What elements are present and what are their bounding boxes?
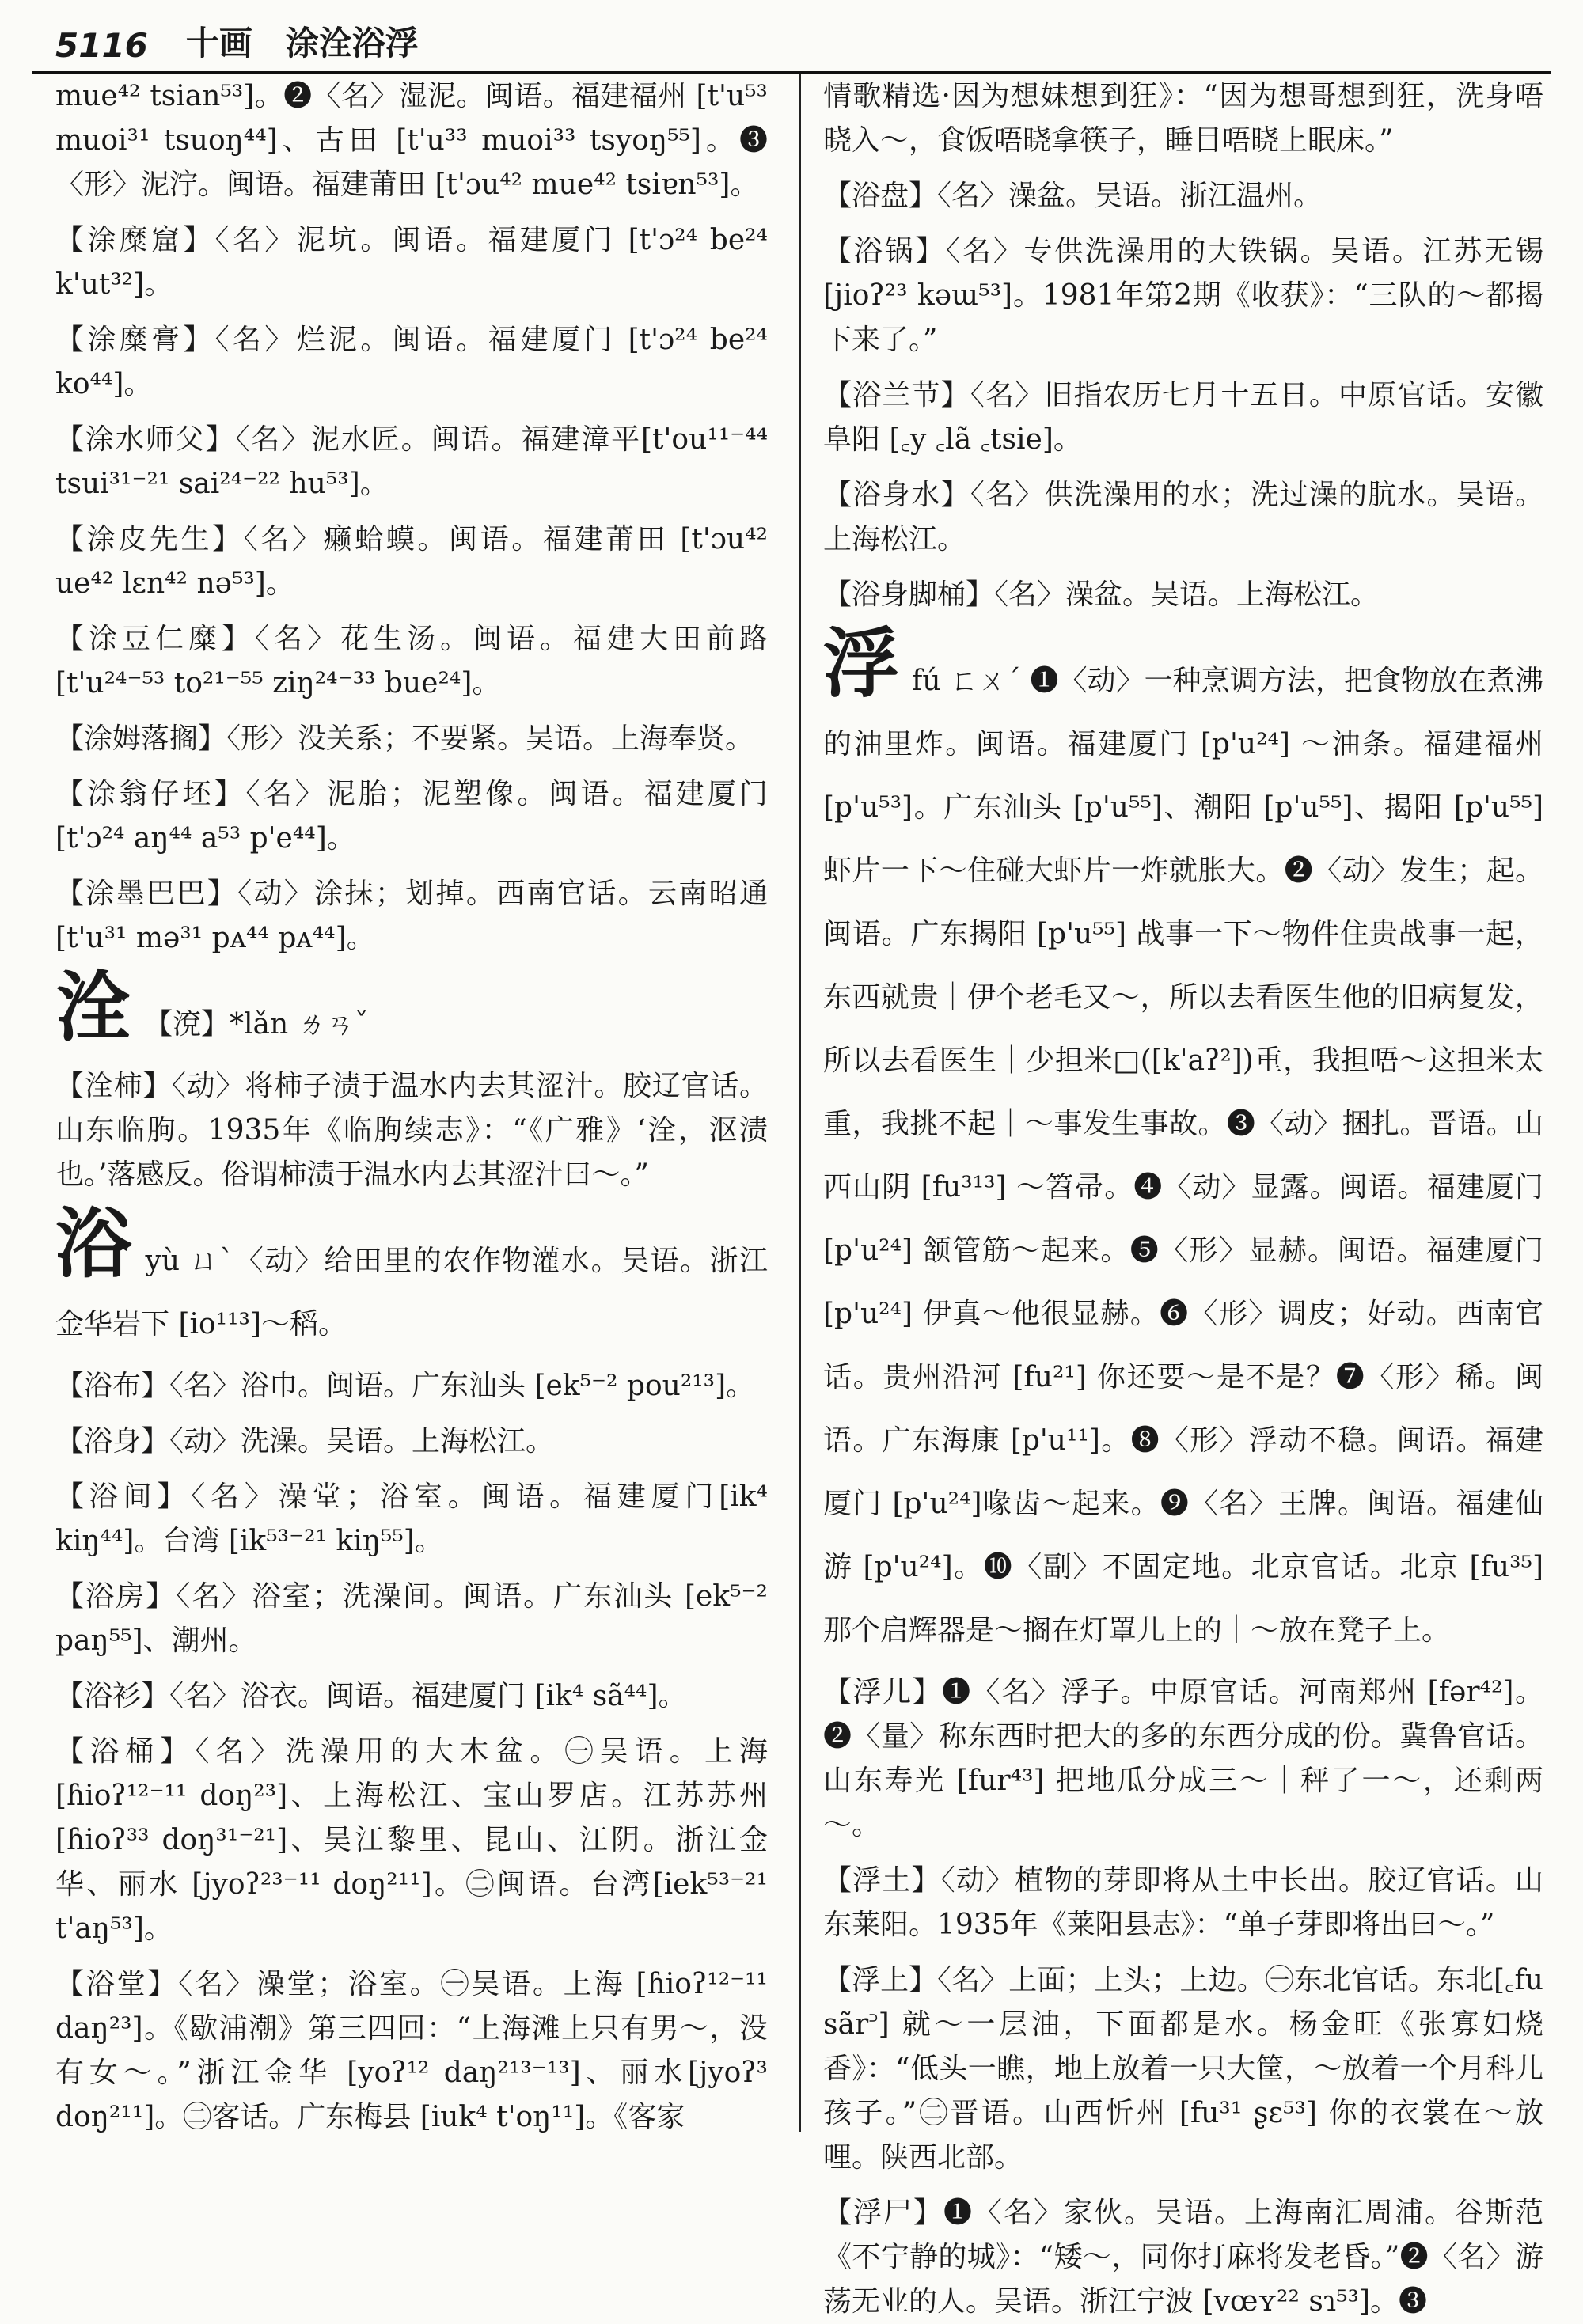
head-character: 浮	[823, 619, 900, 708]
head-character: 洤	[55, 962, 131, 1052]
dictionary-entry: 【浴堂】〈名〉澡堂；浴室。㊀吴语。上海 [ɦioʔ¹²⁻¹¹ daŋ²³]。《歇浦潮》第三四回：“上海滩上只有男～，没有女～。”浙江金华 [yoʔ¹² daŋ²¹³⁻¹³]、丽水[jyoʔ³ doŋ²¹¹]。㊁客话。广东梅县 [iuk⁴ t'oŋ¹¹]。《客家	[55, 1968, 768, 2133]
dictionary-entry: mue⁴² tsian⁵³]。❷〈名〉湿泥。闽语。福建福州 [t'u⁵³ muoi³¹ tsuoŋ⁴⁴]、古田 [t'u³³ muoi³³ tsyoŋ⁵⁵]。❸〈形〉泥泞。闽语。福建莆田 [t'ɔu⁴² mue⁴² tsiɐn⁵³]。	[55, 80, 768, 201]
dictionary-entry: 【涂皮先生】〈名〉癞蛤蟆。闽语。福建莆田 [t'ɔu⁴² ue⁴² lɛn⁴² nə⁵³]。	[55, 523, 768, 600]
dictionary-entry: 【涂墨巴巴】〈动〉涂抹；划掉。西南官话。云南昭通 [t'u³¹ mə³¹ pᴀ⁴⁴ pᴀ⁴⁴]。	[55, 878, 768, 954]
page-number: 5116	[55, 26, 148, 65]
dictionary-entry: 【洤柿】〈动〉将柿子渍于温水内去其涩汁。胶辽官话。山东临朐。1935年《临朐续志》：“《广雅》‘洤，沤渍也。’落感反。俗谓柿渍于温水内去其涩汁曰～。”	[55, 1070, 768, 1191]
dictionary-entry: 【涂姆落搁】〈形〉没关系；不要紧。吴语。上海奉贤。	[55, 722, 754, 755]
dictionary-entry: 【浴衫】〈名〉浴衣。闽语。福建厦门 [ik⁴ sã⁴⁴]。	[55, 1680, 687, 1712]
head-character-definition: 【渷】*lǎn ㄌㄢˇ	[144, 1008, 369, 1041]
dictionary-entry: 【浴房】〈名〉浴室；洗澡间。闽语。广东汕头 [ek⁵⁻² paŋ⁵⁵]、潮州。	[55, 1580, 768, 1657]
column-divider	[799, 74, 801, 2132]
dictionary-entry: 【浴锅】〈名〉专供洗澡用的大铁锅。吴语。江苏无锡 [jioʔ²³ kəɯ⁵³]。1981年第2期《收获》：“三队的～都揭下来了。”	[823, 235, 1543, 356]
page-header	[55, 17, 1543, 65]
dictionary-entry: 【浴间】〈名〉澡堂；浴室。闽语。福建厦门[ik⁴ kiŋ⁴⁴]。台湾 [ik⁵³⁻²¹ kiŋ⁵⁵]。	[55, 1480, 768, 1557]
dictionary-entry: 【浴桶】〈名〉洗澡用的大木盆。㊀吴语。上海[ɦioʔ¹²⁻¹¹ doŋ²³]、上海松江、宝山罗店。江苏苏州 [ɦioʔ³³ doŋ³¹⁻²¹]、吴江黎里、昆山、江阴。浙江金华、丽水 [jyoʔ²³⁻¹¹ doŋ²¹¹]。㊁闽语。台湾[iek⁵³⁻²¹ t'aŋ⁵³]。	[55, 1735, 768, 1945]
dictionary-entry: 【浮上】〈名〉上面；上头；上边。㊀东北官话。东北[꜀fu sãr꜄] 就～一层油，下面都是水。杨金旺《张寡妇烧香》：“低头一瞧，地上放着一只大筐，～放着一个月科儿孩子。”㊁晋语。山西忻州 [fu³¹ ʂɛ⁵³] 你的衣裳在～放哩。陕西北部。	[823, 1964, 1543, 2174]
dictionary-entry: 情歌精选·因为想妹想到狂》：“因为想哥想到狂，洗身唔晓入～，食饭唔晓拿筷子，睡目唔晓上眠床。”	[823, 80, 1543, 157]
head-character-entry	[823, 619, 1543, 1662]
dictionary-entry: 【浴盘】〈名〉澡盆。吴语。浙江温州。	[823, 180, 1323, 212]
head-character-entry	[55, 962, 768, 1056]
right-column	[823, 74, 1543, 2318]
dictionary-entry: 【浴身水】〈名〉供洗澡用的水；洗过澡的肮水。吴语。上海松江。	[823, 479, 1543, 555]
dictionary-entry: 【浴兰节】〈名〉旧指农历七月十五日。中原官话。安徽阜阳 [꜀y ꜀lã ꜀tsie]。	[823, 379, 1543, 456]
head-character-entry	[55, 1199, 769, 1356]
dictionary-entry: 【浮儿】❶〈名〉浮子。中原官话。河南郑州 [fər⁴²]。❷〈量〉称东西时把大的多的东西分成的份。冀鲁官话。山东寿光 [fur⁴³] 把地瓜分成三～｜秤了一～，还剩两～。	[823, 1676, 1543, 1841]
dictionary-entry: 【涂糜窟】〈名〉泥坑。闽语。福建厦门 [t'ɔ²⁴ be²⁴ k'ut³²]。	[55, 224, 768, 301]
section-title: 十画 涂洤浴浮	[185, 24, 419, 63]
dictionary-entry: 【涂糜膏】〈名〉烂泥。闽语。福建厦门 [t'ɔ²⁴ be²⁴ ko⁴⁴]。	[55, 324, 768, 400]
dictionary-entry: 【浮土】〈动〉植物的芽即将从土中长出。胶辽官话。山东莱阳。1935年《莱阳县志》：“单子芽即将出曰～。”	[823, 1864, 1543, 1941]
dictionary-entry: 【涂水师父】〈名〉泥水匠。闽语。福建漳平[t'ou¹¹⁻⁴⁴ tsui³¹⁻²¹ sai²⁴⁻²² hu⁵³]。	[55, 423, 768, 500]
head-character: 浴	[55, 1199, 133, 1288]
dictionary-entry: 【浴身脚桶】〈名〉澡盆。吴语。上海松江。	[823, 578, 1380, 611]
dictionary-entry: 【涂豆仁糜】〈名〉花生汤。闽语。福建大田前路 [t'u²⁴⁻⁵³ to²¹⁻⁵⁵ ziŋ²⁴⁻³³ bue²⁴]。	[55, 623, 768, 699]
dictionary-entry: 【浮尸】❶〈名〉家伙。吴语。上海南汇周浦。谷斯范《不宁静的城》：“矮～，同你打麻将发老昏。”❷〈名〉游荡无业的人。吴语。浙江宁波 [vœʏ²² sɿ⁵³]。❸	[823, 2197, 1543, 2318]
head-character-definition: yù ㄩˋ〈动〉给田里的农作物灌水。吴语。浙江金华岩下 [io¹¹³]～稻。	[55, 1245, 769, 1340]
left-column	[55, 74, 769, 2133]
dictionary-entry: 【浴身】〈动〉洗澡。吴语。上海松江。	[55, 1425, 555, 1458]
dictionary-entry: 【涂翁仔坯】〈名〉泥胎；泥塑像。闽语。福建厦门 [t'ɔ²⁴ aŋ⁴⁴ a⁵³ p'e⁴⁴]。	[55, 778, 768, 855]
head-character-definition: fú ㄈㄨˊ ❶〈动〉一种烹调方法，把食物放在煮沸的油里炸。闽语。福建厦门 [p'u²⁴] ～油条。福建福州 [p'u⁵³]。广东汕头 [p'u⁵⁵]、潮阳 [p'u⁵⁵]、揭阳 [p'u⁵⁵] 虾片一下～住碰大虾片一炸就胀大。❷〈动〉发生；起。闽语。广东揭阳 [p'u⁵⁵] 战事一下～物件住贵战事一起，东西就贵｜伊个老毛又～，所以去看医生他的旧病复发，所以去看医生｜少担米□([k'aʔ²])重，我担唔～这担米太重，我挑不起｜～事发生事故。❸〈动〉捆扎。晋语。山西山阴 [fu³¹³] ～笤帚。❹〈动〉显露。闽语。福建厦门 [p'u²⁴] 颔管筋～起来。❺〈形〉显赫。闽语。福建厦门 [p'u²⁴] 伊真～他很显赫。❻〈形〉调皮；好动。西南官话。贵州沿河 [fu²¹] 你还要～是不是？❼〈形〉稀。闽语。广东海康 [p'u¹¹]。❽〈形〉浮动不稳。闽语。福建厦门 [p'u²⁴]喙齿～起来。❾〈名〉王牌。闽语。福建仙游 [p'u²⁴]。❿〈副〉不固定地。北京官话。北京 [fu³⁵] 那个启辉器是～搁在灯罩儿上的｜～放在凳子上。	[823, 665, 1543, 1647]
dictionary-entry: 【浴布】〈名〉浴巾。闽语。广东汕头 [ek⁵⁻² pou²¹³]。	[55, 1370, 755, 1402]
